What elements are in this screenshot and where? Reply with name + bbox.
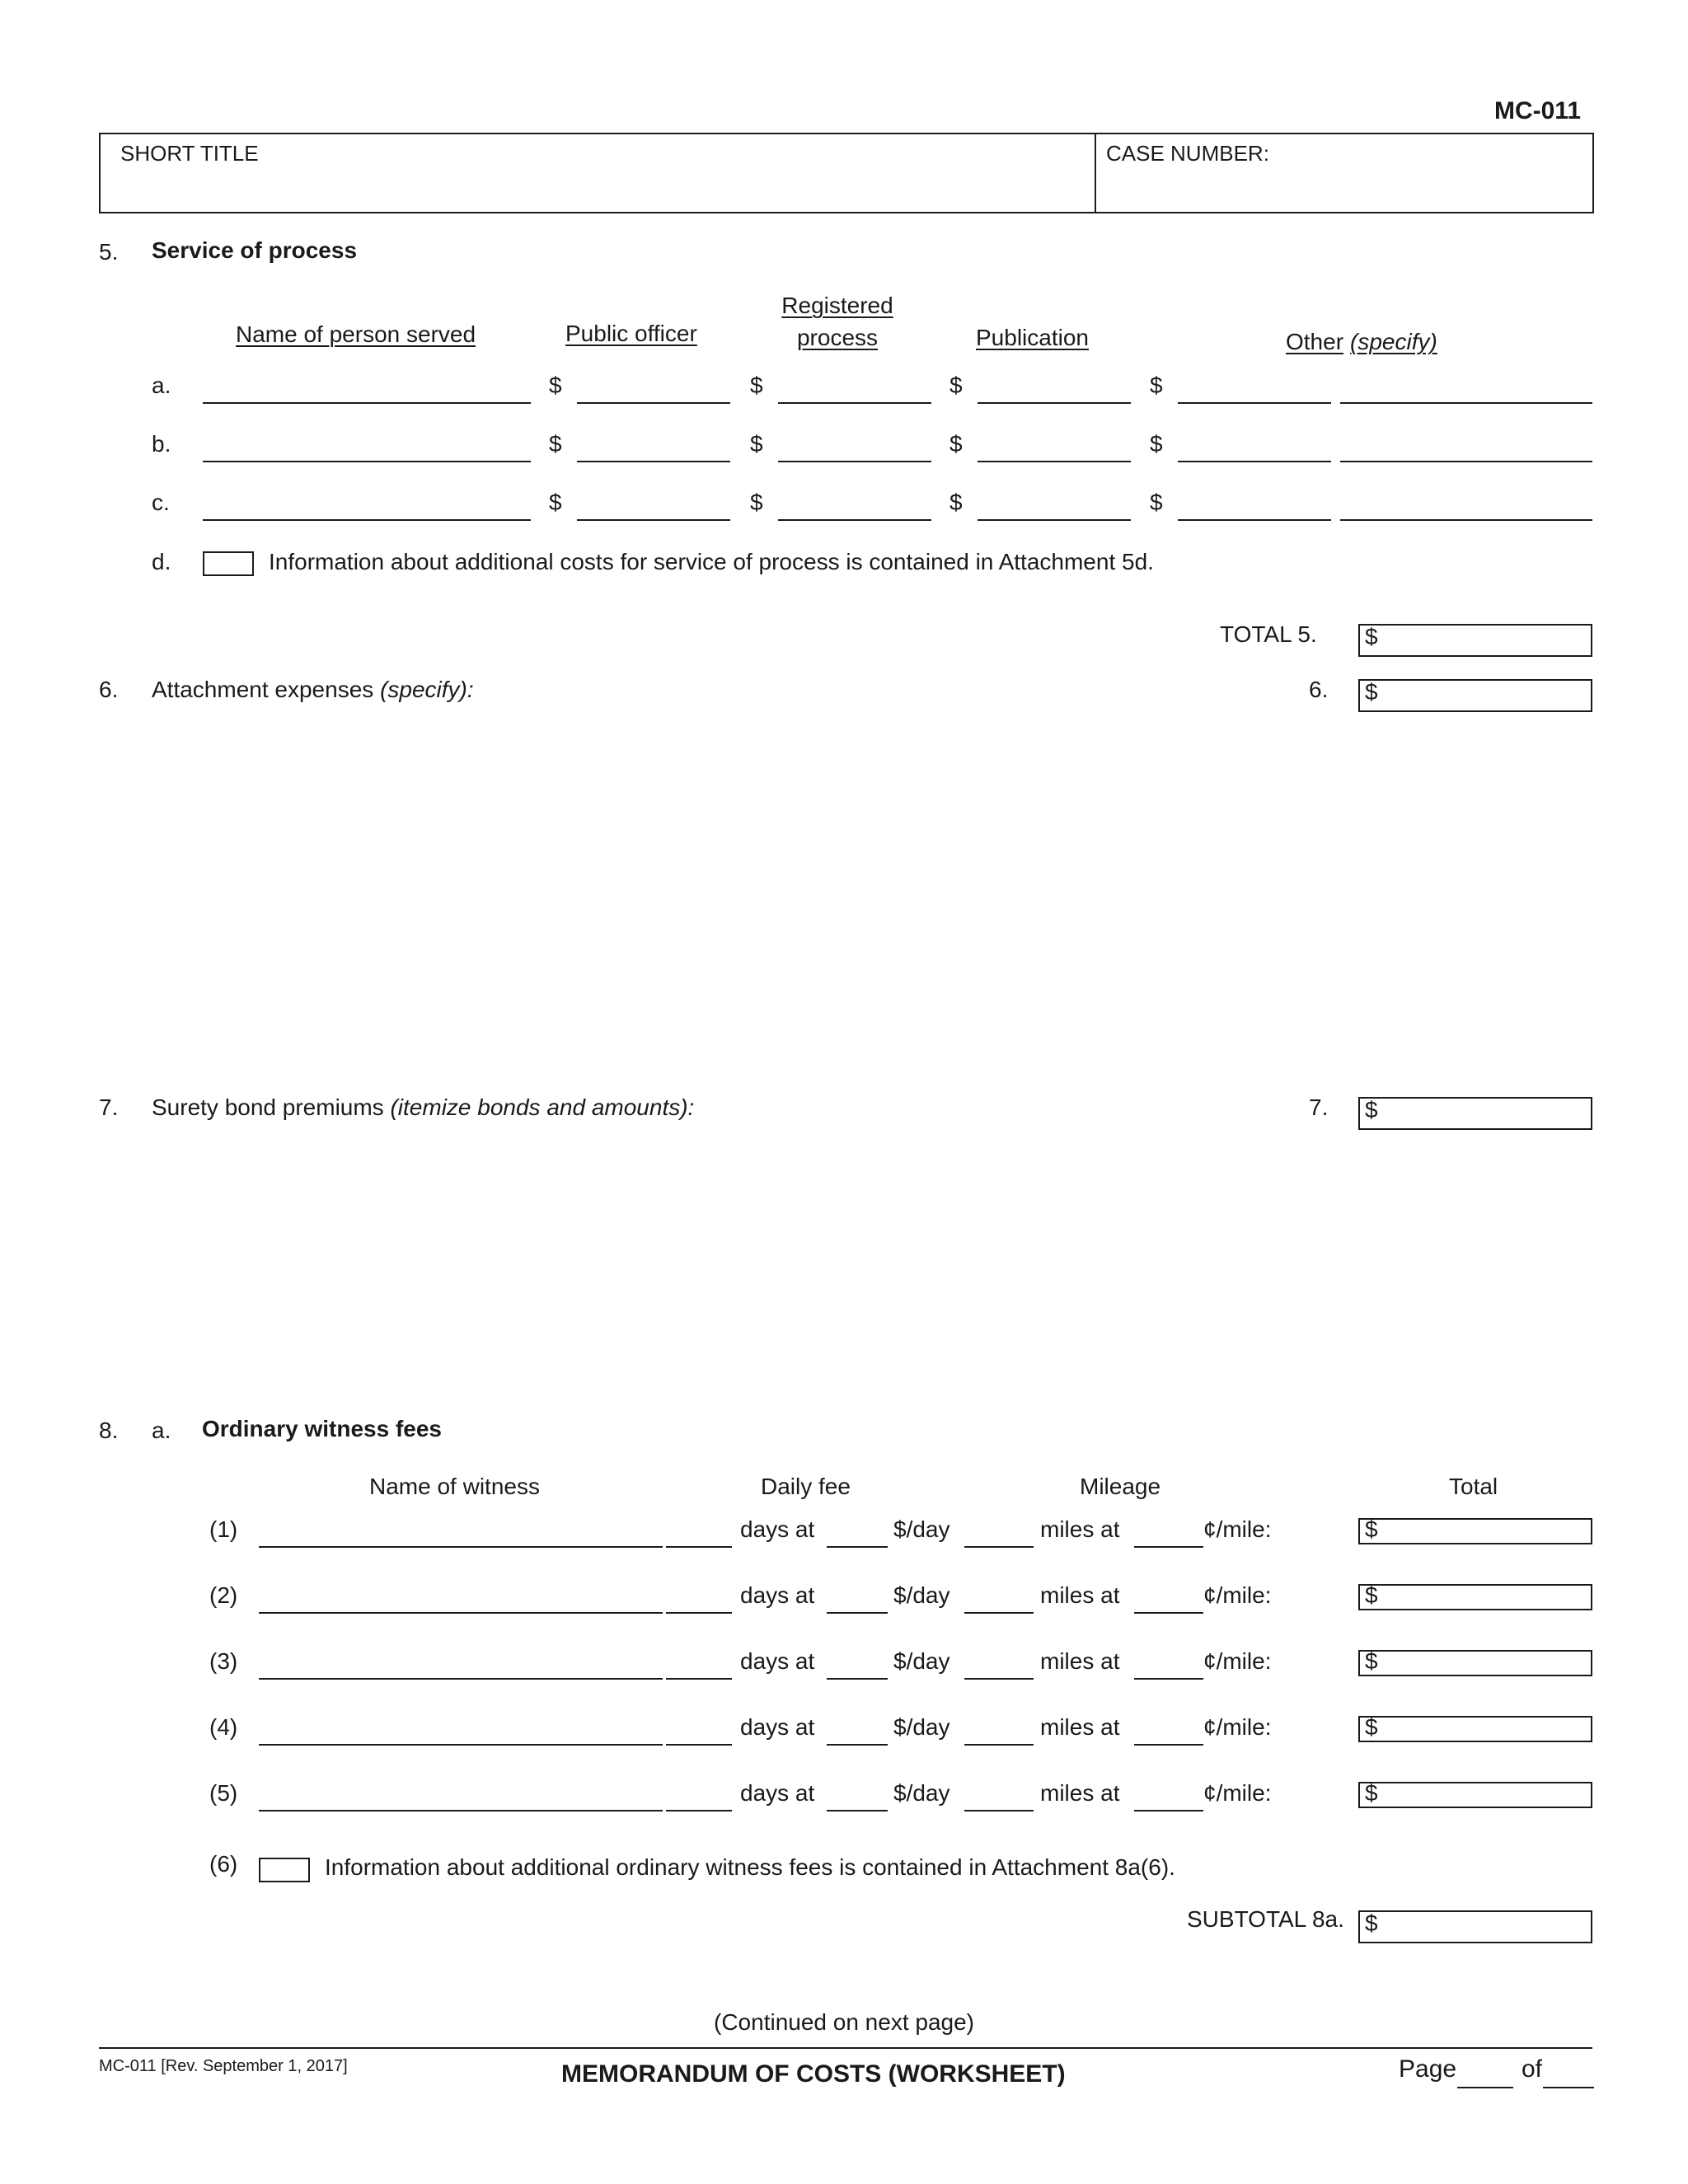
per-mile-label: ¢/mile:: [1203, 1648, 1272, 1674]
registered-process-currency: $: [750, 373, 763, 398]
section8-number: 8.: [99, 1418, 119, 1443]
attachment-8a6-checkbox[interactable]: [259, 1858, 310, 1882]
daily-rate-field[interactable]: [827, 1810, 888, 1811]
witness-total-currency: $: [1365, 1648, 1378, 1674]
section8-sub: a.: [152, 1418, 171, 1443]
registered-process-amount-field[interactable]: [778, 461, 931, 462]
daily-rate-field[interactable]: [827, 1744, 888, 1746]
miles-field[interactable]: [964, 1744, 1034, 1746]
witness-row-label: (5): [209, 1780, 238, 1806]
witness-total-currency: $: [1365, 1714, 1378, 1740]
section7-number: 7.: [99, 1094, 119, 1120]
witness-name-field[interactable]: [259, 1810, 663, 1811]
days-field[interactable]: [666, 1678, 732, 1680]
witness-total-field[interactable]: [1358, 1584, 1592, 1610]
miles-field[interactable]: [964, 1678, 1034, 1680]
name-served-field[interactable]: [203, 519, 531, 521]
publication-currency: $: [950, 490, 963, 515]
subtotal8a-field[interactable]: [1358, 1910, 1592, 1943]
section5-d-text: Information about additional costs for service of process is contained in Attachment 5d.: [269, 549, 1154, 574]
witness-total-currency: $: [1365, 1516, 1378, 1542]
other-currency: $: [1150, 490, 1163, 515]
row-label: a.: [152, 373, 171, 398]
total5-label: TOTAL 5.: [1220, 621, 1317, 647]
witness-total-field[interactable]: [1358, 1650, 1592, 1676]
of-label: of: [1522, 2055, 1543, 2083]
other-specify-field[interactable]: [1340, 461, 1592, 462]
col-total: Total: [1449, 1474, 1498, 1499]
days-at-label: days at: [740, 1648, 815, 1674]
daily-rate-field[interactable]: [827, 1612, 888, 1614]
other-specify-field[interactable]: [1340, 402, 1592, 404]
per-day-label: $/day: [893, 1714, 950, 1740]
public-officer-amount-field[interactable]: [577, 519, 730, 521]
case-number-label: CASE NUMBER:: [1106, 141, 1269, 166]
total5-currency: $: [1365, 624, 1378, 649]
col-other: [1286, 329, 1437, 355]
witness-total-currency: $: [1365, 1780, 1378, 1806]
witness-total-field[interactable]: [1358, 1716, 1592, 1742]
col-other-specify: (specify): [1350, 329, 1437, 354]
public-officer-currency: $: [549, 490, 562, 515]
per-mile-label: ¢/mile:: [1203, 1780, 1272, 1806]
section6-amount-field[interactable]: [1358, 679, 1592, 712]
form-title: MEMORANDUM OF COSTS (WORKSHEET): [561, 2060, 1066, 2088]
days-field[interactable]: [666, 1612, 732, 1614]
miles-at-label: miles at: [1040, 1582, 1120, 1608]
col-name-served: Name of person served: [236, 321, 476, 347]
mileage-rate-field[interactable]: [1134, 1744, 1203, 1746]
daily-rate-field[interactable]: [827, 1546, 888, 1548]
public-officer-amount-field[interactable]: [577, 461, 730, 462]
section7-specify: (itemize bonds and amounts):: [390, 1094, 695, 1120]
witness-row-label: (1): [209, 1516, 238, 1542]
col-mileage: Mileage: [1080, 1474, 1161, 1499]
mileage-rate-field[interactable]: [1134, 1612, 1203, 1614]
miles-field[interactable]: [964, 1612, 1034, 1614]
section5-d-label: d.: [152, 549, 171, 574]
witness-row-label: (3): [209, 1648, 238, 1674]
col-registered-line2: process: [796, 325, 879, 350]
witness-total-currency: $: [1365, 1582, 1378, 1608]
per-day-label: $/day: [893, 1516, 950, 1542]
case-number-field[interactable]: [1095, 133, 1594, 213]
publication-currency: $: [950, 373, 963, 398]
witness-row-label: (4): [209, 1714, 238, 1740]
per-day-label: $/day: [893, 1582, 950, 1608]
witness-name-field[interactable]: [259, 1678, 663, 1680]
witness-name-field[interactable]: [259, 1612, 663, 1614]
page-number-field[interactable]: [1457, 2087, 1513, 2088]
item6-text: Information about additional ordinary witness fees is contained in Attachment 8a(6).: [325, 1854, 1175, 1880]
other-amount-field[interactable]: [1178, 461, 1331, 462]
subtotal8a-currency: $: [1365, 1910, 1378, 1936]
short-title-field[interactable]: [99, 133, 1096, 213]
days-at-label: days at: [740, 1582, 815, 1608]
form-id: MC-011: [1493, 97, 1581, 124]
registered-process-amount-field[interactable]: [778, 402, 931, 404]
continued-note: (Continued on next page): [714, 2009, 974, 2035]
daily-rate-field[interactable]: [827, 1678, 888, 1680]
section7-text: [152, 1094, 694, 1121]
section5-title: Service of process: [152, 237, 358, 263]
days-field[interactable]: [666, 1546, 732, 1548]
publication-currency: $: [950, 431, 963, 457]
per-day-label: $/day: [893, 1780, 950, 1806]
col-public-officer: Public officer: [565, 321, 697, 346]
witness-name-field[interactable]: [259, 1744, 663, 1746]
col-registered-line1: Registered: [781, 293, 893, 318]
mileage-rate-field[interactable]: [1134, 1810, 1203, 1811]
miles-field[interactable]: [964, 1546, 1034, 1548]
other-currency: $: [1150, 373, 1163, 398]
witness-name-field[interactable]: [259, 1546, 663, 1548]
registered-process-amount-field[interactable]: [778, 519, 931, 521]
section8-title: Ordinary witness fees: [202, 1416, 443, 1441]
col-daily-fee: Daily fee: [761, 1474, 851, 1499]
miles-at-label: miles at: [1040, 1714, 1120, 1740]
attachment-5d-checkbox[interactable]: [203, 551, 254, 576]
public-officer-currency: $: [549, 431, 562, 457]
per-mile-label: ¢/mile:: [1203, 1714, 1272, 1740]
section7-ref: 7.: [1309, 1094, 1329, 1120]
name-served-field[interactable]: [203, 461, 531, 462]
witness-row-label: (2): [209, 1582, 238, 1608]
section6-label: Attachment expenses: [152, 677, 374, 702]
item6-label: (6): [209, 1851, 238, 1877]
row-label: b.: [152, 431, 171, 457]
other-currency: $: [1150, 431, 1163, 457]
public-officer-currency: $: [549, 373, 562, 398]
short-title-label: SHORT TITLE: [120, 141, 259, 166]
section6-currency: $: [1365, 679, 1378, 705]
footer-rule: [99, 2047, 1592, 2049]
other-amount-field[interactable]: [1178, 402, 1331, 404]
other-specify-field[interactable]: [1340, 519, 1592, 521]
days-field[interactable]: [666, 1744, 732, 1746]
days-at-label: days at: [740, 1714, 815, 1740]
miles-at-label: miles at: [1040, 1516, 1120, 1542]
per-mile-label: ¢/mile:: [1203, 1516, 1272, 1542]
public-officer-amount-field[interactable]: [577, 402, 730, 404]
days-field[interactable]: [666, 1810, 732, 1811]
col-other-label: Other: [1286, 329, 1344, 354]
registered-process-currency: $: [750, 490, 763, 515]
other-amount-field[interactable]: [1178, 519, 1331, 521]
publication-amount-field[interactable]: [978, 402, 1131, 404]
page-label: Page: [1399, 2055, 1457, 2083]
section6-specify: (specify):: [380, 677, 474, 702]
publication-amount-field[interactable]: [978, 519, 1131, 521]
section6-text: [152, 677, 474, 703]
mileage-rate-field[interactable]: [1134, 1546, 1203, 1548]
section6-ref: 6.: [1309, 677, 1329, 702]
days-at-label: days at: [740, 1780, 815, 1806]
revision-label: MC-011 [Rev. September 1, 2017]: [99, 2057, 348, 2075]
miles-at-label: miles at: [1040, 1648, 1120, 1674]
col-name-witness: Name of witness: [369, 1474, 540, 1499]
witness-total-field[interactable]: [1358, 1782, 1592, 1808]
publication-amount-field[interactable]: [978, 461, 1131, 462]
per-day-label: $/day: [893, 1648, 950, 1674]
name-served-field[interactable]: [203, 402, 531, 404]
section6-number: 6.: [99, 677, 119, 702]
subtotal8a-label: SUBTOTAL 8a.: [1187, 1906, 1344, 1932]
section5-number: 5.: [99, 239, 119, 265]
miles-field[interactable]: [964, 1810, 1034, 1811]
row-label: c.: [152, 490, 170, 515]
per-mile-label: ¢/mile:: [1203, 1582, 1272, 1608]
section7-label: Surety bond premiums: [152, 1094, 384, 1120]
total5-field[interactable]: [1358, 624, 1592, 657]
col-publication: Publication: [976, 325, 1089, 350]
days-at-label: days at: [740, 1516, 815, 1542]
page-total-field[interactable]: [1543, 2087, 1594, 2088]
miles-at-label: miles at: [1040, 1780, 1120, 1806]
section7-currency: $: [1365, 1097, 1378, 1122]
registered-process-currency: $: [750, 431, 763, 457]
mileage-rate-field[interactable]: [1134, 1678, 1203, 1680]
witness-total-field[interactable]: [1358, 1518, 1592, 1544]
section7-amount-field[interactable]: [1358, 1097, 1592, 1130]
